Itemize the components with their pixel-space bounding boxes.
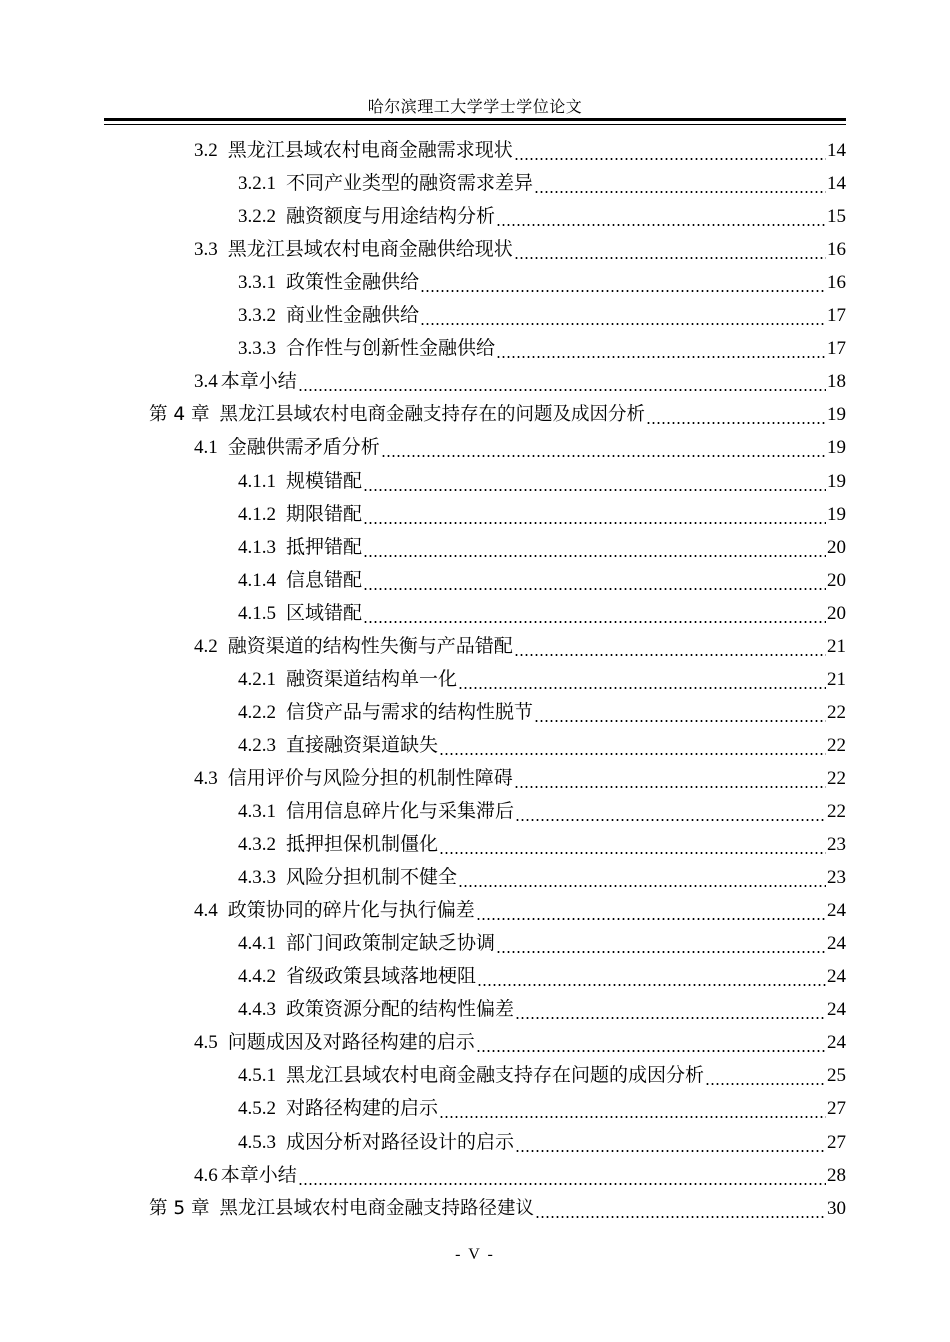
- toc-entry-label: [238, 465, 362, 498]
- toc-entry-number: 3.2: [194, 140, 218, 161]
- toc-leader-dots: [363, 597, 826, 630]
- toc-entry-page: 20: [827, 569, 846, 591]
- toc-entry-number: 4.3.2: [238, 834, 276, 856]
- toc-leader-dots: [476, 894, 826, 927]
- toc-entry-number: 4.3: [194, 767, 218, 789]
- toc-entry-label: [194, 762, 513, 795]
- toc-leader-dots: [439, 729, 826, 762]
- toc-entry-title: 省级政策县域落地梗阻: [286, 965, 477, 988]
- toc-entry[interactable]: [194, 1159, 846, 1192]
- toc-leader-dots: [705, 1059, 826, 1092]
- toc-leader-dots: [535, 1192, 826, 1225]
- toc-leader-dots: [298, 1159, 826, 1192]
- toc-entry-title: 部门间政策制定缺乏协调: [286, 932, 496, 955]
- toc-leader-dots: [534, 167, 826, 200]
- toc-entry-label: [238, 266, 419, 299]
- toc-leader-dots: [458, 861, 826, 894]
- toc-entry[interactable]: [238, 332, 846, 365]
- toc-entry[interactable]: [238, 1092, 846, 1125]
- toc-entry-page: 22: [827, 801, 846, 822]
- toc-entry-title: 抵押错配: [286, 535, 363, 558]
- toc-entry-number: 3.3: [194, 239, 218, 261]
- toc-leader-dots: [496, 927, 826, 960]
- toc-entry[interactable]: [238, 861, 846, 894]
- toc-entry-label: [238, 1059, 704, 1092]
- toc-entry-page: 17: [827, 338, 846, 360]
- toc-entry-page: 19: [827, 404, 846, 426]
- toc-leader-dots: [496, 200, 826, 233]
- header-rule-thick: [104, 118, 846, 121]
- toc-entry-number: 4.2.1: [238, 668, 276, 690]
- toc-entry-number: 4.2.2: [238, 701, 276, 723]
- toc-entry-page: 24: [827, 1032, 846, 1054]
- toc-entry-number: 4.4.3: [238, 999, 276, 1021]
- toc-leader-dots: [514, 134, 826, 167]
- toc-leader-dots: [363, 465, 826, 498]
- toc-entry[interactable]: [238, 927, 846, 960]
- toc-entry-page: 16: [827, 272, 846, 294]
- toc-leader-dots: [515, 795, 826, 828]
- toc-entry-label: [238, 200, 495, 233]
- toc-entry-page: 15: [827, 206, 846, 228]
- toc-entry[interactable]: [194, 1026, 846, 1059]
- toc-entry-number: 4.1.1: [238, 470, 276, 492]
- toc-entry-title: 黑龙江县域农村电商金融支持存在问题的成因分析: [286, 1064, 705, 1087]
- toc-entry-title: 商业性金融供给: [286, 304, 420, 327]
- toc-entry-label: [238, 299, 419, 332]
- page-header-title: 哈尔滨理工大学学士学位论文: [367, 97, 583, 116]
- toc-entry-label: [238, 795, 514, 828]
- toc-entry-page: 17: [827, 305, 846, 327]
- toc-entry-number: 3.4: [194, 371, 218, 393]
- toc-entry-title: 成因分析对路径设计的启示: [286, 1130, 515, 1153]
- toc-entry[interactable]: [238, 200, 846, 233]
- toc-entry-label: [238, 167, 533, 200]
- toc-entry-page: 24: [827, 966, 846, 988]
- toc-leader-dots: [439, 828, 826, 861]
- toc-entry-label: [194, 233, 513, 266]
- toc-leader-dots: [534, 696, 826, 729]
- toc-entry[interactable]: [238, 1126, 846, 1159]
- toc-entry-label: [194, 1026, 475, 1059]
- toc-entry-title: 信贷产品与需求的结构性脱节: [286, 700, 534, 723]
- toc-entry[interactable]: [238, 465, 846, 498]
- toc-entry[interactable]: [194, 233, 846, 266]
- toc-entry-title: 融资渠道结构单一化: [286, 667, 458, 690]
- toc-entry-page: 16: [827, 239, 846, 261]
- toc-leader-dots: [363, 531, 826, 564]
- toc-leader-dots: [420, 299, 826, 332]
- toc-entry-page: 19: [827, 503, 846, 525]
- toc-entry[interactable]: [149, 1192, 846, 1225]
- toc-entry-label: [238, 960, 476, 993]
- toc-entry-page: 30: [827, 1197, 846, 1219]
- toc-entry-title: 规模错配: [286, 469, 363, 492]
- toc-entry-number: 第 5 章: [149, 1197, 210, 1219]
- toc-entry-page: 14: [827, 140, 846, 161]
- toc-leader-dots: [514, 233, 826, 266]
- toc-entry-title: 黑龙江县域农村电商金融支持路径建议: [219, 1197, 535, 1219]
- toc-entry-number: 3.3.3: [238, 338, 276, 360]
- toc-leader-dots: [514, 762, 826, 795]
- toc-entry-page: 21: [827, 635, 846, 657]
- toc-entry-page: 27: [827, 1131, 846, 1153]
- toc-entry-page: 19: [827, 470, 846, 492]
- toc-entry[interactable]: [238, 729, 846, 762]
- toc-leader-dots: [363, 564, 826, 597]
- toc-entry-label: [238, 729, 438, 762]
- toc-entry[interactable]: [238, 993, 846, 1026]
- toc-entry-number: 4.5: [194, 1032, 218, 1054]
- toc-entry-label: [194, 1159, 297, 1192]
- toc-entry-page: 23: [827, 834, 846, 856]
- toc-entry-page: 21: [827, 668, 846, 690]
- toc-entry-number: 3.3.1: [238, 272, 276, 294]
- toc-entry[interactable]: [194, 365, 846, 398]
- toc-entry[interactable]: [238, 498, 846, 531]
- toc-entry-page: 27: [827, 1098, 846, 1120]
- toc-entry-number: 4.5.2: [238, 1098, 276, 1120]
- toc-entry[interactable]: [238, 266, 846, 299]
- toc-entry-page: 22: [827, 701, 846, 723]
- toc-entry-title: 黑龙江县域农村电商金融支持存在的问题及成因分析: [219, 404, 646, 426]
- toc-entry-title: 问题成因及对路径构建的启示: [227, 1031, 475, 1054]
- toc-entry[interactable]: [194, 630, 846, 663]
- toc-entry-title: 直接融资渠道缺失: [286, 733, 439, 756]
- toc-entry[interactable]: [238, 1059, 846, 1092]
- toc-entry-label: [194, 630, 513, 663]
- toc-entry-page: 23: [827, 867, 846, 889]
- toc-entry-number: 4.3.1: [238, 801, 276, 822]
- toc-entry-title: 风险分担机制不健全: [286, 866, 458, 889]
- toc-entry-label: [194, 894, 475, 927]
- toc-entry-page: 24: [827, 999, 846, 1021]
- toc-leader-dots: [646, 398, 826, 431]
- toc-leader-dots: [439, 1092, 826, 1125]
- toc-leader-dots: [420, 266, 826, 299]
- toc-entry-number: 4.1: [194, 437, 218, 459]
- toc-entry-title: 融资额度与用途结构分析: [286, 205, 496, 228]
- toc-entry[interactable]: [194, 134, 846, 167]
- toc-entry-page: 20: [827, 602, 846, 624]
- toc-entry[interactable]: [238, 696, 846, 729]
- toc-entry-number: 4.4.1: [238, 933, 276, 955]
- toc-entry-title: 合作性与创新性金融供给: [286, 337, 496, 360]
- toc-entry-number: 4.2: [194, 635, 218, 657]
- toc-entry-title: 本章小结: [220, 370, 297, 393]
- toc-entry-number: 4.2.3: [238, 734, 276, 756]
- toc-entry-page: 19: [827, 437, 846, 459]
- toc-entry-title: 黑龙江县域农村电商金融需求现状: [227, 139, 513, 161]
- toc-entry-title: 政策资源分配的结构性偏差: [286, 998, 515, 1021]
- toc-entry-title: 抵押担保机制僵化: [286, 833, 439, 856]
- toc-entry-label: [238, 498, 362, 531]
- toc-entry-label: [238, 1126, 514, 1159]
- toc-entry[interactable]: [149, 398, 846, 431]
- toc-leader-dots: [298, 365, 826, 398]
- toc-entry-label: [238, 332, 495, 365]
- toc-entry-number: 4.4: [194, 900, 218, 922]
- toc-entry[interactable]: [194, 431, 846, 464]
- toc-entry-label: [238, 663, 457, 696]
- toc-entry[interactable]: [194, 894, 846, 927]
- toc-entry-page: 18: [827, 371, 846, 393]
- toc-entry-number: 4.4.2: [238, 966, 276, 988]
- toc-entry-title: 黑龙江县域农村电商金融供给现状: [227, 238, 513, 261]
- toc-leader-dots: [363, 498, 826, 531]
- toc-entry-title: 金融供需矛盾分析: [227, 436, 380, 459]
- page-number: - V -: [455, 1246, 495, 1263]
- toc-leader-dots: [381, 431, 826, 464]
- toc-entry-title: 信用信息碎片化与采集滞后: [286, 800, 515, 822]
- toc-leader-dots: [515, 1126, 826, 1159]
- toc-entry[interactable]: [238, 960, 846, 993]
- toc-entry-title: 政策协同的碎片化与执行偏差: [227, 899, 475, 922]
- toc-entry-label: [149, 398, 645, 431]
- toc-leader-dots: [514, 630, 826, 663]
- toc-leader-dots: [476, 1026, 826, 1059]
- toc-entry[interactable]: [238, 597, 846, 630]
- toc-entry-page: 25: [827, 1065, 846, 1087]
- toc-entry-number: 4.5.3: [238, 1131, 276, 1153]
- toc-entry-number: 3.2.1: [238, 173, 276, 195]
- toc-entry-label: [194, 431, 380, 464]
- toc-entry-label: [238, 1092, 438, 1125]
- toc-entry-number: 4.1.4: [238, 569, 276, 591]
- toc-entry-label: [194, 365, 297, 398]
- toc-entry[interactable]: [238, 828, 846, 861]
- toc-entry-title: 区域错配: [286, 601, 363, 624]
- toc-entry[interactable]: [238, 795, 846, 828]
- toc-entry[interactable]: [238, 167, 846, 200]
- toc-entry-number: 4.1.3: [238, 536, 276, 558]
- toc-entry-number: 4.1.5: [238, 602, 276, 624]
- toc-entry[interactable]: [238, 564, 846, 597]
- toc-entry-label: [238, 696, 533, 729]
- toc-entry-number: 4.6: [194, 1164, 218, 1186]
- toc-entry-title: 对路径构建的启示: [286, 1097, 439, 1120]
- toc-entry-title: 信用评价与风险分担的机制性障碍: [227, 766, 513, 789]
- toc-entry-page: 14: [827, 173, 846, 195]
- toc-entry-number: 3.3.2: [238, 305, 276, 327]
- toc-entry-label: [194, 134, 513, 167]
- toc-entry-page: 24: [827, 900, 846, 922]
- toc-entry-title: 政策性金融供给: [286, 271, 420, 294]
- toc-leader-dots: [515, 993, 826, 1026]
- header-rule-thin: [104, 124, 846, 125]
- toc-entry-number: 4.1.2: [238, 503, 276, 525]
- toc-entry-label: [238, 993, 514, 1026]
- toc-entry-page: 20: [827, 536, 846, 558]
- toc-entry-title: 不同产业类型的融资需求差异: [286, 172, 534, 195]
- toc-entry-label: [238, 564, 362, 597]
- toc-entry-page: 22: [827, 767, 846, 789]
- toc-entry[interactable]: [238, 531, 846, 564]
- toc-entry-label: [238, 597, 362, 630]
- toc-entry[interactable]: [194, 762, 846, 795]
- toc-entry-title: 融资渠道的结构性失衡与产品错配: [227, 634, 513, 657]
- toc-entry-title: 本章小结: [220, 1163, 297, 1186]
- toc-entry-page: 28: [827, 1164, 846, 1186]
- toc-entry[interactable]: [238, 663, 846, 696]
- toc-entry-title: 信息错配: [286, 568, 363, 591]
- toc-entry-label: [238, 927, 495, 960]
- toc-entry[interactable]: [238, 299, 846, 332]
- toc-entry-number: 4.5.1: [238, 1065, 276, 1087]
- toc-entry-label: [238, 861, 457, 894]
- toc-entry-label: [238, 828, 438, 861]
- toc-entry-title: 期限错配: [286, 502, 363, 525]
- toc-leader-dots: [458, 663, 826, 696]
- toc-leader-dots: [496, 332, 826, 365]
- toc-leader-dots: [477, 960, 826, 993]
- toc-entry-label: [149, 1192, 534, 1225]
- toc-entry-page: 24: [827, 933, 846, 955]
- toc-entry-number: 第 4 章: [149, 404, 210, 426]
- toc-entry-label: [238, 531, 362, 564]
- toc-entry-number: 3.2.2: [238, 206, 276, 228]
- toc-entry-number: 4.3.3: [238, 867, 276, 889]
- toc-entry-page: 22: [827, 734, 846, 756]
